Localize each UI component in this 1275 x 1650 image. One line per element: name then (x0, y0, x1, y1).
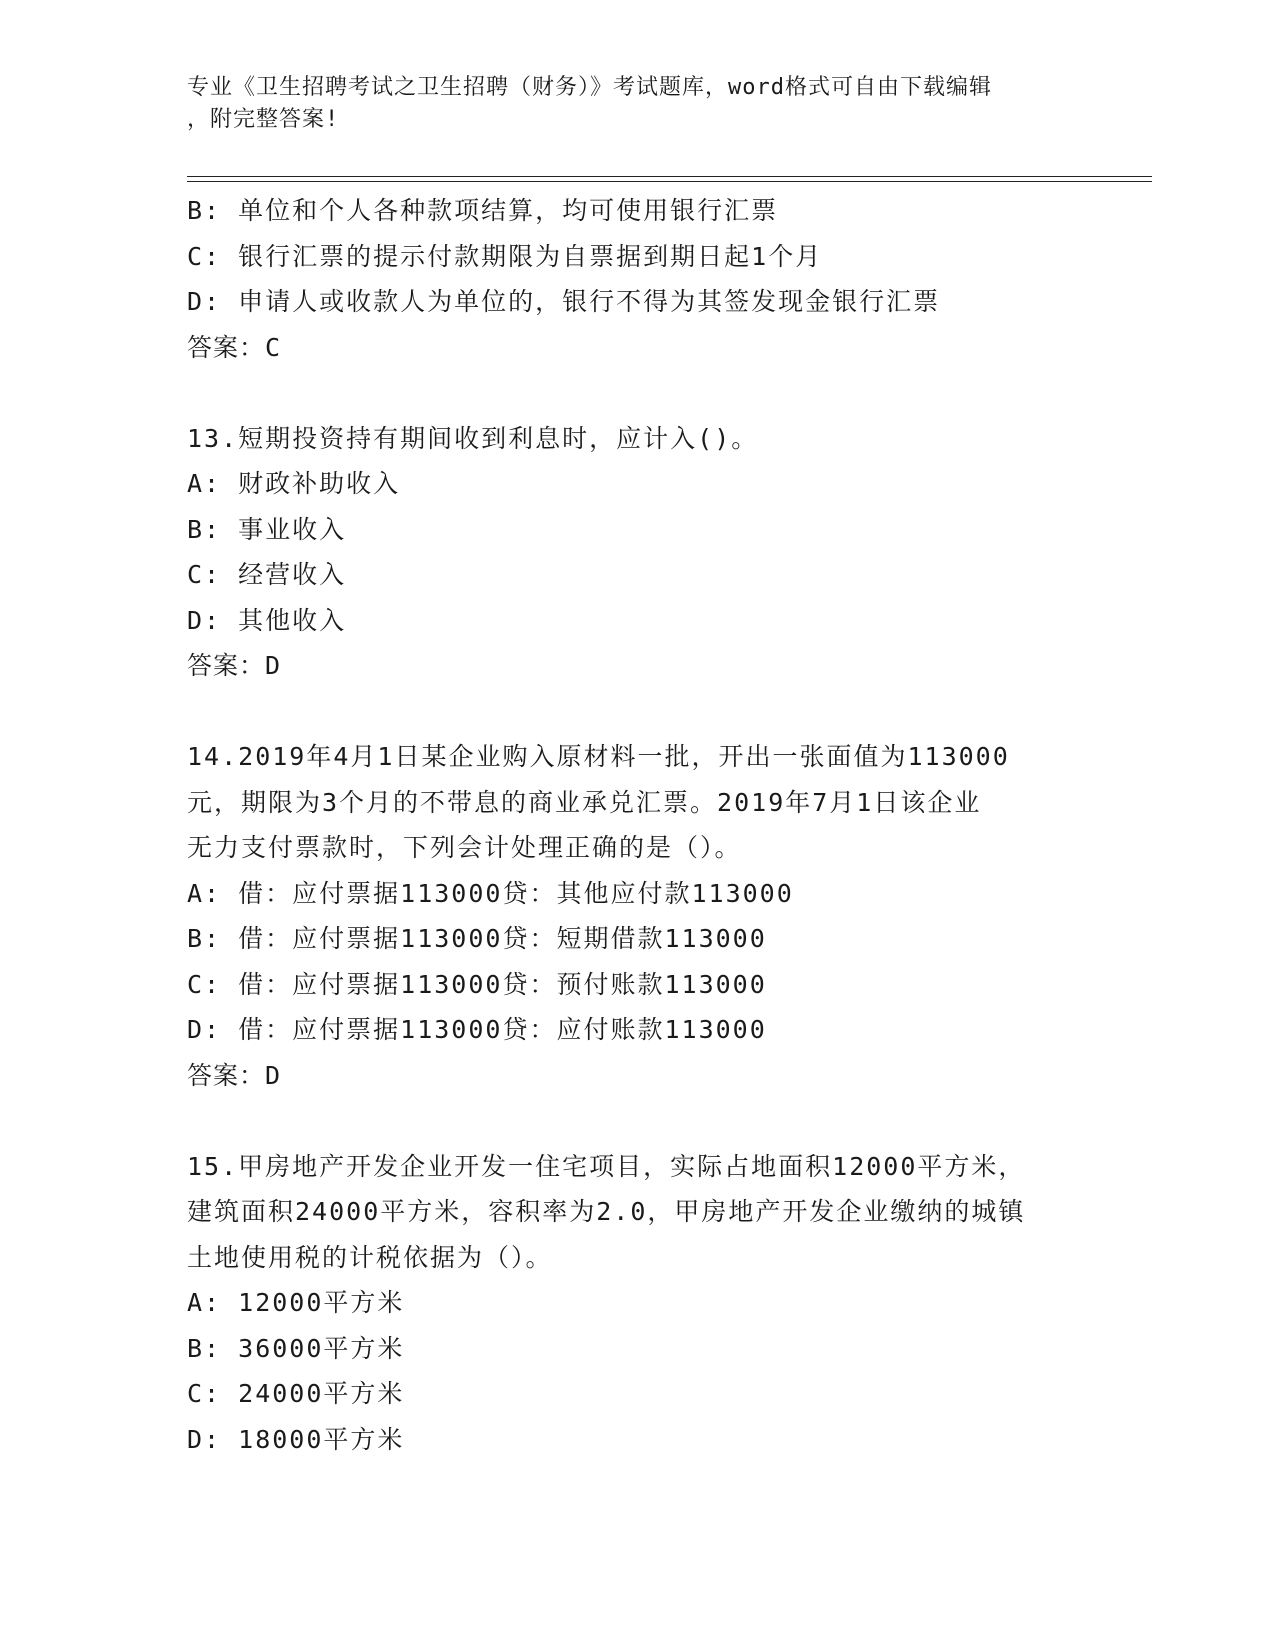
option-d: D: 18000平方米 (187, 1424, 405, 1454)
header-divider-top (187, 176, 1152, 177)
question-stem-line-1: 15.甲房地产开发企业开发一住宅项目，实际占地面积12000平方米， (187, 1151, 1026, 1181)
spacer (187, 689, 1087, 735)
answer-label: 答案： (187, 651, 266, 680)
question-stem-line-1: 14.2019年4月1日某企业购入原材料一批，开出一张面值为113000 (187, 742, 1010, 771)
option-d: D: 其他收入 (187, 605, 347, 635)
question-14 (187, 734, 1087, 1098)
spacer (187, 370, 1087, 416)
question-15 (187, 1144, 1087, 1463)
question-stem-line-2: 建筑面积24000平方米，容积率为2.0，甲房地产开发企业缴纳的城镇 (187, 1197, 1026, 1226)
answer-value: C (265, 332, 282, 362)
answer-value: D (265, 1060, 282, 1090)
option-c: C: 经营收入 (187, 560, 347, 589)
option-b: B: 事业收入 (187, 514, 347, 544)
question-stem-line-2: 元，期限为3个月的不带息的商业承兑汇票。2019年7月1日该企业 (187, 787, 982, 817)
answer-line (187, 643, 1087, 689)
spacer (187, 1098, 1087, 1144)
answer-value: D (265, 651, 282, 680)
answer-label: 答案： (187, 332, 266, 362)
question-stem-line-3: 土地使用税的计税依据为（）。 (187, 1242, 553, 1272)
option-d: D: 申请人或收款人为单位的，银行不得为其签发现金银行汇票 (187, 287, 941, 316)
option-c: C: 借：应付票据113000贷：预付账款113000 (187, 969, 767, 999)
document-header (187, 72, 1067, 136)
option-c: C: 银行汇票的提示付款期限为自票据到期日起1个月 (187, 241, 823, 271)
answer-label: 答案： (187, 1060, 266, 1090)
option-d: D: 借：应付票据113000贷：应付账款113000 (187, 1015, 767, 1044)
question-13 (187, 416, 1087, 689)
header-divider-bottom (187, 181, 1152, 182)
option-b: B: 借：应付票据113000贷：短期借款113000 (187, 924, 767, 953)
option-b: B: 36000平方米 (187, 1333, 405, 1363)
question-12-tail (187, 188, 1087, 370)
option-b: B: 单位和个人各种款项结算，均可使用银行汇票 (187, 196, 779, 225)
question-list (187, 188, 1087, 1462)
header-line-1: 专业《卫生招聘考试之卫生招聘（财务）》考试题库，word格式可自由下载编辑 (187, 75, 992, 100)
answer-line (187, 1053, 1087, 1099)
header-line-2: ，附完整答案! (187, 107, 340, 132)
question-stem: 13.短期投资持有期间收到利息时，应计入()。 (187, 423, 759, 453)
answer-line (187, 325, 1087, 371)
question-stem-line-3: 无力支付票款时，下列会计处理正确的是（）。 (187, 833, 742, 862)
option-c: C: 24000平方米 (187, 1379, 405, 1408)
option-a: A: 财政补助收入 (187, 469, 401, 498)
option-a: A: 借：应付票据113000贷：其他应付款113000 (187, 878, 794, 908)
option-a: A: 12000平方米 (187, 1288, 405, 1317)
